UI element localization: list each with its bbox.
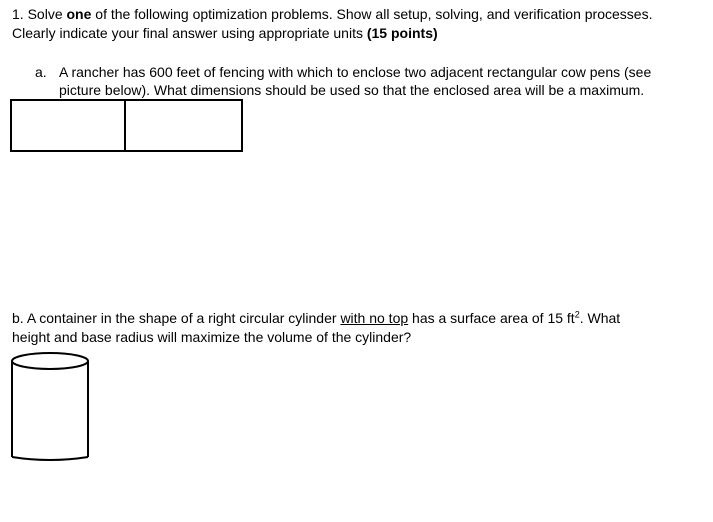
part-b-label: b. <box>12 310 24 326</box>
question-intro-bold: one <box>66 6 92 22</box>
question-instructions: Clearly indicate your final answer using appropriate units <box>12 25 363 41</box>
part-a-text-line-1: A rancher has 600 feet of fencing with which to enclose two adjacent rectangular cow pens (see <box>59 64 652 80</box>
part-b-exponent: 2 <box>574 309 580 320</box>
part-a-line-2 <box>59 81 644 99</box>
question-points: (15 points) <box>366 25 438 41</box>
part-a-line-1 <box>35 63 651 81</box>
part-b-text-line-2: height and base radius will maximize the volume of the cylinder? <box>12 329 412 345</box>
pen-outline <box>11 100 242 151</box>
question-header-line-2 <box>12 24 438 42</box>
part-b-text-mid: has a surface area of 15 ft <box>412 310 575 326</box>
cylinder-diagram <box>10 351 92 463</box>
part-b-line-1 <box>12 309 620 327</box>
part-b-text-end: . What <box>579 310 621 326</box>
part-a-label: a. <box>35 64 47 80</box>
part-b-no-top: with no top <box>340 310 409 326</box>
question-intro-start: Solve <box>27 6 63 22</box>
part-a-text-line-2: picture below). What dimensions should be used so that the enclosed area will be a maximum. <box>59 82 645 98</box>
part-b-text-start: A container in the shape of a right circular cylinder <box>26 310 337 326</box>
cow-pens-diagram <box>10 99 244 153</box>
question-number: 1. <box>12 6 24 22</box>
part-b-line-2 <box>12 328 411 346</box>
cylinder-top-rim <box>12 353 88 369</box>
question-intro-rest: of the following optimization problems. Show all setup, solving, and verification processes. <box>95 6 653 22</box>
cylinder-base-curve <box>12 457 88 460</box>
question-header-line-1 <box>12 5 652 23</box>
